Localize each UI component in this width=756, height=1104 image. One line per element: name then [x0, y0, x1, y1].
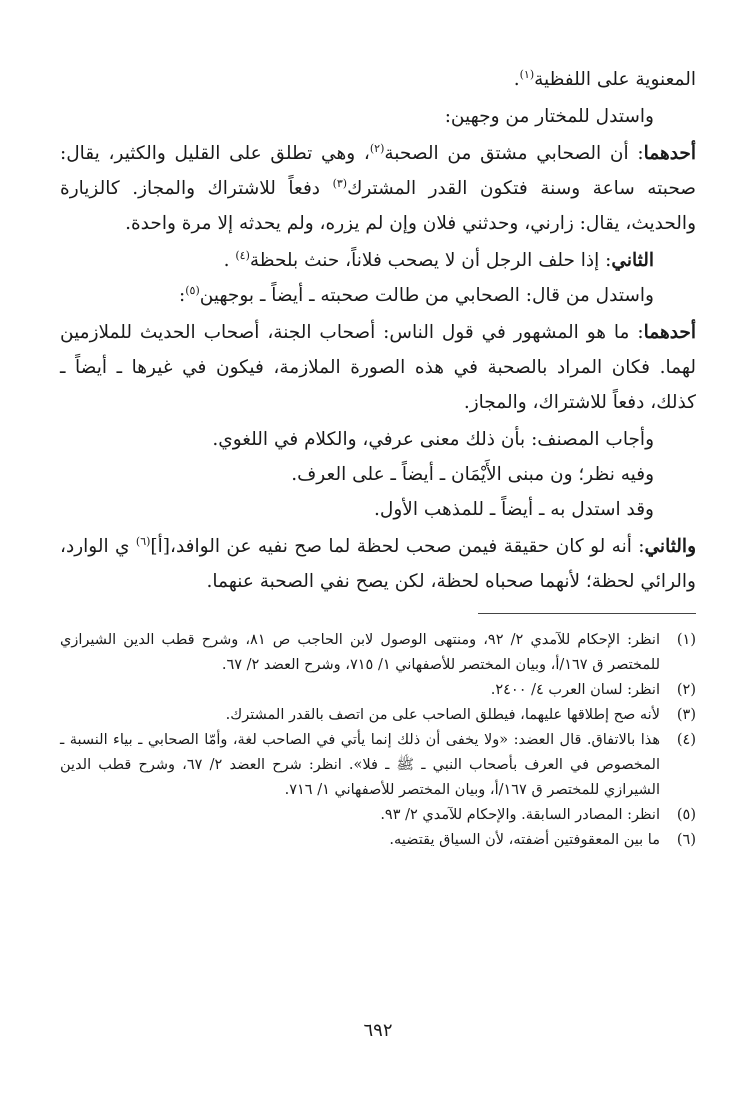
footnote-text: لأنه صح إطلاقها عليهما، فيطلق الصاحب على من اتصف بالقدر المشترك. — [225, 707, 660, 723]
footnote-number: (٤) — [676, 732, 696, 748]
footnote-number: (٢) — [676, 682, 696, 698]
footnote-text: انظر: المصادر السابقة. والإحكام للآمدي ٢/ ٩٣. — [380, 807, 660, 823]
paragraph-text: : — [178, 285, 186, 306]
footnote-ref-3[interactable]: (٣) — [332, 176, 348, 190]
paragraph-text: وقد استدل به ـ أيضاً ـ للمذهب الأول. — [374, 499, 654, 520]
paragraph-text: : إذا حلف الرجل أن لا يصحب فلاناً، حنث بلحظة — [249, 250, 612, 271]
paragraph-10 — [60, 529, 696, 599]
paragraph-text: وفيه نظر؛ ون مبنى الأَيْمَان ـ أيضاً ـ على العرف. — [291, 464, 654, 485]
footnote-number: (٥) — [676, 807, 696, 823]
paragraph-lead: والثاني — [644, 536, 696, 557]
footnote-divider-wrap — [60, 599, 696, 628]
paragraph-2 — [60, 99, 696, 134]
paragraph-text: : أن الصحابي مشتق من الصحبة — [384, 143, 644, 164]
footnote-divider — [478, 613, 696, 614]
paragraph-4 — [60, 243, 696, 278]
paragraph-5 — [60, 278, 696, 313]
footnote-number: (٦) — [676, 832, 696, 848]
footnote-ref-5[interactable]: (٥) — [185, 283, 200, 297]
paragraph-text: ي الوارد، والرائي لحظة؛ لأنهما صحباه لحظة، لكن يصح نفي الصحبة عنهما. — [60, 536, 696, 592]
footnote-text: انظر: الإحكام للآمدي ٢/ ٩٢، ومنتهى الوصول لابن الحاجب ص ٨١، وشرح قطب الدين الشيرازي للمختصر ق ١٦٧/أ، وبيان المختصر للأصفهاني ١/ ٧١٥، وشرح العضد ٢/ ٦٧. — [60, 632, 660, 673]
paragraph-6 — [60, 315, 696, 420]
paragraph-1 — [60, 62, 696, 97]
footnote-ref-1[interactable]: (١) — [519, 67, 535, 81]
paragraph-lead: الثاني — [611, 250, 654, 271]
paragraph-text: : ما هو المشهور في قول الناس: أصحاب الجنة، أصحاب الحديث للملازمين لهما. فكان المراد بالصحبة في هذه الصورة الملازمة، فيكون في غيرها ـ أيضاً ـ كذلك، دفعاً للاشتراك، والمجاز. — [60, 322, 696, 413]
footnote-text: هذا بالاتفاق. قال العضد: «ولا يخفى أن ذلك إنما يأتي في الصاحب لغة، وأمّا الصحابي ـ بياء النسبة ـ المخصوص في العرف بأصحاب النبي ـ ﷺ ـ فلا». انظر: شرح العضد ٢/ ٦٧، وشرح قطب الدين الشيرازي للمختصر ق ١٦٧/أ، وبيان المختصر للأصفهاني ١/ ٧١٦. — [60, 732, 661, 798]
paragraph-text: المعنوية على اللفظية — [534, 69, 696, 90]
paragraph-lead: أحدهما — [643, 143, 696, 164]
footnote-item — [60, 703, 696, 728]
paragraph-text: . — [513, 69, 520, 90]
paragraph-3 — [60, 136, 696, 241]
paragraph-text: دفعاً للاشتراك والمجاز. كالزيارة والحديث، يقال: زارني، وحدثني فلان وإن لم يزره، ولم يحدثه إلا مرة واحدة. — [60, 178, 696, 234]
paragraph-text: واستدل من قال: الصحابي من طالت صحبته ـ أيضاً ـ بوجهين — [199, 285, 654, 306]
paragraph-text: : أنه لو كان حقيقة فيمن صحب لحظة لما صح نفيه عن الوافد،[أ] — [150, 536, 645, 557]
footnote-number: (١) — [676, 632, 696, 648]
footnote-item — [60, 728, 696, 803]
footnote-ref-6[interactable]: (٦) — [135, 534, 151, 548]
footnote-ref-4[interactable]: (٤) — [235, 248, 250, 262]
paragraph-text: ، وهي تطلق على القليل والكثير، يقال: صحبته ساعة وسنة فتكون القدر المشترك — [60, 143, 696, 199]
paragraph-text: واستدل للمختار من وجهين: — [444, 106, 654, 127]
paragraph-lead: أحدهما — [643, 322, 696, 343]
footnote-text: ما بين المعقوفتين أضفته، لأن السياق يقتضيه. — [389, 832, 660, 848]
page-number: ٦٩٢ — [363, 1020, 393, 1041]
footnotes — [60, 628, 696, 853]
footnote-ref-2[interactable]: (٢) — [369, 141, 385, 155]
footnote-item — [60, 828, 696, 853]
footnote-text: انظر: لسان العرب ٤/ ٢٤٠٠. — [490, 682, 660, 698]
footnote-number: (٣) — [676, 707, 696, 723]
paragraph-9 — [60, 492, 696, 527]
paragraph-7 — [60, 422, 696, 457]
footnote-item — [60, 803, 696, 828]
footnote-item — [60, 628, 696, 678]
paragraph-text: وأجاب المصنف: بأن ذلك معنى عرفي، والكلام في اللغوي. — [212, 429, 654, 450]
paragraph-8 — [60, 457, 696, 492]
paragraph-text: . — [223, 250, 236, 271]
footnote-item — [60, 678, 696, 703]
page-body — [60, 62, 696, 853]
